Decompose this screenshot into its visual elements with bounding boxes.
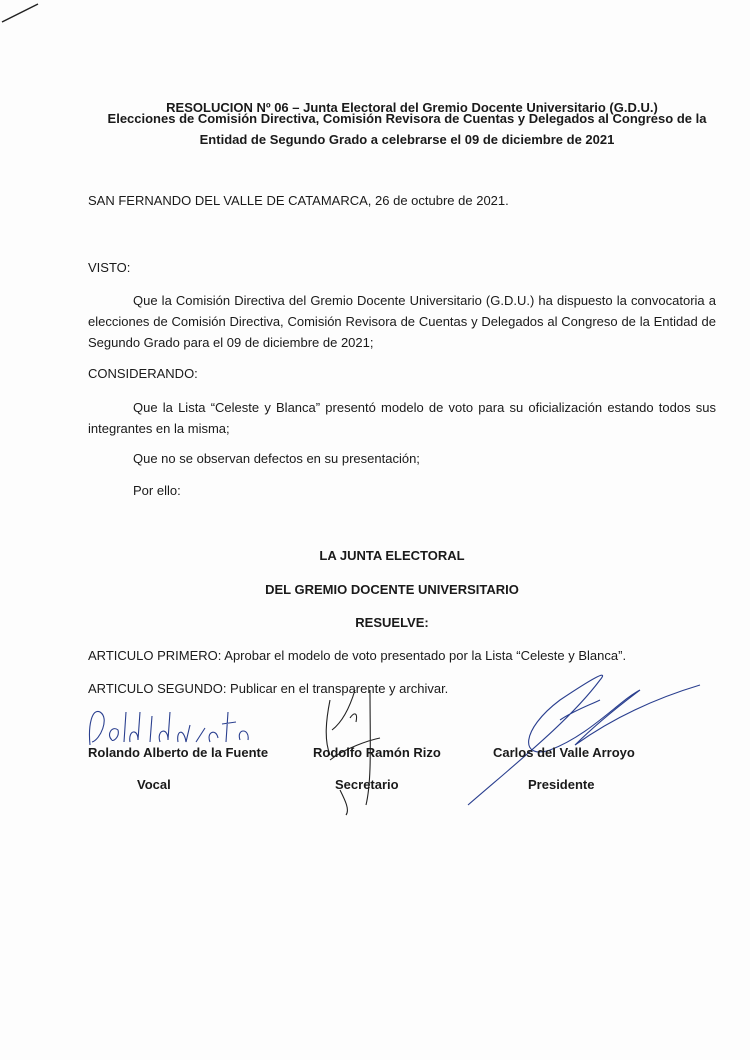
signatory-name-secretario: Rodolfo Ramón Rizo [313,745,441,760]
visto-text: Que la Comisión Directiva del Gremio Docente Universitario (G.D.U.) ha dispuesto la convocatoria a elecciones de Comisión Directiva, Comisión Revisora de Cuentas y Delegados al Congreso de la Entidad de Segundo Grado para el 09 de diciembre de 2021; [88,293,716,350]
signatory-role-presidente: Presidente [528,777,595,792]
signatory-role-secretario: Secretario [335,777,399,792]
signatory-name-vocal: Rolando Alberto de la Fuente [88,745,269,760]
place-date: SAN FERNANDO DEL VALLE DE CATAMARCA, 26 de octubre de 2021. [88,193,509,208]
subtitle-line-2: Entidad de Segundo Grado a celebrarse el 09 de diciembre de 2021 [199,132,615,147]
junta-heading: LA JUNTA ELECTORAL [319,548,465,563]
resolution-title: RESOLUCION Nº 06 – Junta Electoral del Gremio Docente Universitario (G.D.U.) [166,100,658,115]
considerando-text-2: Que no se observan defectos en su presentación; [133,451,420,466]
subtitle-line-1: Elecciones de Comisión Directiva, Comisión Revisora de Cuentas y Delegados al Congreso de la [107,111,707,126]
article-2: ARTICULO SEGUNDO: Publicar en el transparente y archivar. [88,681,449,696]
gremio-heading: DEL GREMIO DOCENTE UNIVERSITARIO [265,582,519,597]
visto-heading: VISTO: [88,260,131,275]
article-1: ARTICULO PRIMERO: Aprobar el modelo de voto presentado por la Lista “Celeste y Blanca”. [88,648,627,663]
considerando-text-3: Por ello: [133,483,181,498]
signatory-role-vocal: Vocal [137,777,171,792]
signature-vocal [89,711,248,745]
resuelve-heading: RESUELVE: [355,615,429,630]
corner-mark [2,4,38,22]
considerando-heading: CONSIDERANDO: [88,366,198,381]
resolution-subtitle [0,108,750,150]
signatory-name-presidente: Carlos del Valle Arroyo [493,745,635,760]
considerando-text-1: Que la Lista “Celeste y Blanca” presentó modelo de voto para su oficialización estando todos sus integrantes en la misma; [88,400,716,436]
